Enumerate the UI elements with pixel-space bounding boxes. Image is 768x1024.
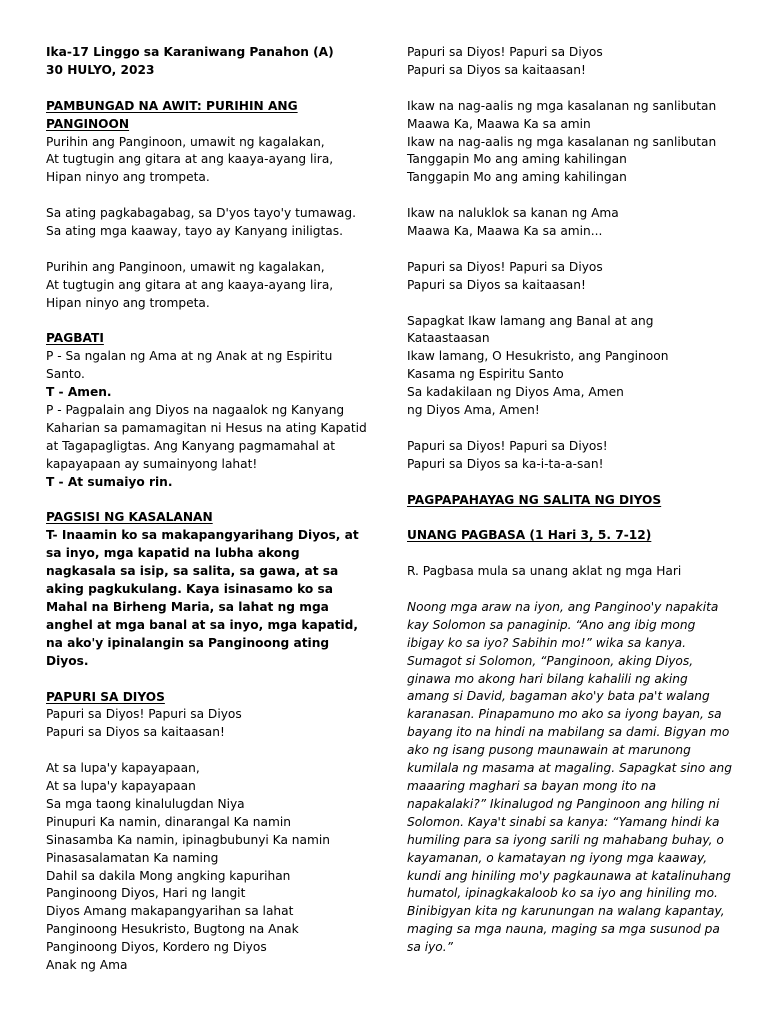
stanza-break [46, 241, 368, 259]
lyric-line: At sa lupa'y kapayapaan [46, 779, 196, 794]
stanza-break [46, 187, 368, 205]
lyric-line: Papuri sa Diyos! Papuri sa Diyos! [407, 438, 608, 453]
lyric-line: Papuri sa Diyos! Papuri sa Diyos [407, 45, 603, 59]
lyric-line: Papuri sa Diyos sa kaitaasan! [407, 277, 586, 292]
reading-text: Noong mga araw na iyon, ang Panginoo'y napakita kay Solomon sa panaginip. “Ano ang ibig mong ibigay ko sa iyo? Sabihin mo!” wika sa kanya. Sumagot si Solomon, “Panginoon, aking Diyos, ginawa mo akong hari bilang kahalili ng aking amang si David, bagaman ako'y bata pa't walang karanasan. Pinapamuno mo ako sa iyong bayan, sa bayang ito na hindi na mabilang sa dami. Bigyan mo ako ng isang pusong maunawain at marunong kumilala ng masama at magaling. Sapagkat sino ang maaaring maghari sa bayan mong ito na napakalaki?” Ikinalugod ng Panginoon ang hiling ni Solomon. Kaya't sinabi sa kanya: “Yamang hindi ka humiling para sa iyong sarili ng mahabang buhay, o kayamanan, o kamatayan ng iyong mga kaaway, kundi ang hiniling mo'y pagkaunawa at katalinuhang humatol, ipinagkakaloob ko sa iyo ang hiniling mo. Binibigyan kita ng karunungan na walang kapantay, maging sa mga nauna, maging sa mga susunod pa sa iyo.” [407, 599, 733, 955]
lyric-line: Hipan ninyo ang trompeta. [46, 295, 210, 310]
opening-hymn-title: PAMBUNGAD NA AWIT: PURIHIN ANG PANGINOON [46, 98, 298, 131]
heading-title: Ika-17 Linggo sa Karaniwang Panahon (A) [46, 45, 334, 59]
stanza-break [407, 241, 733, 259]
stanza-break [407, 80, 733, 98]
lyric-line: Purihin ang Panginoon, umawit ng kagalakan, [46, 134, 325, 149]
lyric-line: Papuri sa Diyos! Papuri sa Diyos [46, 707, 242, 722]
stanza-break [407, 420, 733, 438]
first-reading-title: UNANG PAGBASA (1 Hari 3, 5. 7-12) [407, 528, 652, 543]
opening-hymn-lyrics [46, 134, 368, 313]
greeting-people-2: T - At sumaiyo rin. [46, 474, 173, 489]
lyric-line: Maawa Ka, Maawa Ka sa amin [407, 116, 591, 131]
gloria-lyrics [46, 706, 368, 975]
lyric-line: Sa ating pagkabagabag, sa D'yos tayo'y tumawag. [46, 206, 356, 221]
greeting-priest-1: P - Sa ngalan ng Ama at ng Anak at ng Espiritu Santo. [46, 349, 333, 382]
right-column [407, 44, 733, 957]
lyric-line: At tugtugin ang gitara at ang kaaya-ayang lira, [46, 152, 334, 167]
gloria-title: PAPURI SA DIYOS [46, 689, 165, 704]
lyric-line: Sinasamba Ka namin, ipinagbubunyi Ka namin [46, 832, 330, 847]
lyric-line: Hipan ninyo ang trompeta. [46, 170, 210, 185]
lyric-line: Papuri sa Diyos! Papuri sa Diyos [407, 259, 603, 274]
lyric-line: Dahil sa dakila Mong angking kapurihan [46, 868, 291, 883]
lyric-line: Tanggapin Mo ang aming kahilingan [407, 170, 627, 185]
lyric-line: Kasama ng Espiritu Santo [407, 367, 564, 382]
lyric-line: Sapagkat Ikaw lamang ang Banal at ang [407, 313, 654, 328]
lyric-line: Sa mga taong kinalulugdan Niya [46, 796, 245, 811]
penitential-text: T- Inaamin ko sa makapangyarihang Diyos, at sa inyo, mga kapatid na lubha akong nagkasala sa isip, sa salita, sa gawa, at sa aking pagkukulang. Kaya isinasamo ko sa Mahal na Birheng Maria, sa lahat ng mga anghel at mga banal at sa inyo, mga kapatid, na ako'y ipinalangin sa Panginoong ating Diyos. [46, 528, 359, 668]
lyric-line: Pinupuri Ka namin, dinarangal Ka namin [46, 814, 291, 829]
lyric-line: Anak ng Ama [46, 958, 128, 973]
lyric-line: Tanggapin Mo ang aming kahilingan [407, 152, 627, 167]
lyric-line: Ikaw na naluklok sa kanan ng Ama [407, 206, 619, 221]
lyric-line: Sa ating mga kaaway, tayo ay Kanyang iniligtas. [46, 224, 343, 239]
lyric-line: Papuri sa Diyos sa ka-i-ta-a-san! [407, 456, 604, 471]
greeting-title: PAGBATI [46, 331, 104, 346]
greeting-people-1: T - Amen. [46, 385, 112, 400]
stanza-break [407, 295, 733, 313]
left-column [46, 44, 368, 975]
lyric-line: Sa kadakilaan ng Diyos Ama, Amen [407, 385, 624, 400]
lyric-line: Panginoong Diyos, Hari ng langit [46, 886, 246, 901]
penitential-title: PAGSISI NG KASALANAN [46, 510, 213, 525]
lyric-line: Diyos Amang makapangyarihan sa lahat [46, 904, 294, 919]
lyric-line: Kataastaasan [407, 331, 490, 346]
lyric-line: Purihin ang Panginoon, umawit ng kagalakan, [46, 259, 325, 274]
lyric-line: Ikaw lamang, O Hesukristo, ang Panginoon [407, 349, 669, 364]
lyric-line: Maawa Ka, Maawa Ka sa amin... [407, 224, 603, 239]
lyric-line: Ikaw na nag-aalis ng mga kasalanan ng sanlibutan [407, 134, 717, 149]
lyric-line: Papuri sa Diyos sa kaitaasan! [407, 62, 586, 77]
lyric-line: ng Diyos Ama, Amen! [407, 403, 540, 418]
reading-intro: R. Pagbasa mula sa unang aklat ng mga Hari [407, 564, 682, 579]
lyric-line: Pinasasalamatan Ka naming [46, 850, 219, 865]
lyric-line: At tugtugin ang gitara at ang kaaya-ayang lira, [46, 277, 334, 292]
stanza-break [407, 187, 733, 205]
heading-date: 30 HULYO, 2023 [46, 62, 155, 77]
lyric-line: At sa lupa'y kapayapaan, [46, 761, 200, 776]
lyric-line: Panginoong Diyos, Kordero ng Diyos [46, 940, 267, 955]
liturgy-of-word-title: PAGPAPAHAYAG NG SALITA NG DIYOS [407, 492, 662, 507]
greeting-priest-2: P - Pagpalain ang Diyos na nagaalok ng Kanyang Kaharian sa pamamagitan ni Hesus na ating Kapatid at Tagapagligtas. Ang Kanyang pagmamahal at kapayapaan ay sumainyong lahat! [46, 403, 367, 471]
lyric-line: Papuri sa Diyos sa kaitaasan! [46, 725, 225, 740]
lyric-line: Panginoong Hesukristo, Bugtong na Anak [46, 922, 299, 937]
gloria-lyrics-continued [407, 44, 733, 474]
lyric-line: Ikaw na nag-aalis ng mga kasalanan ng sanlibutan [407, 98, 717, 113]
stanza-break [46, 742, 368, 760]
